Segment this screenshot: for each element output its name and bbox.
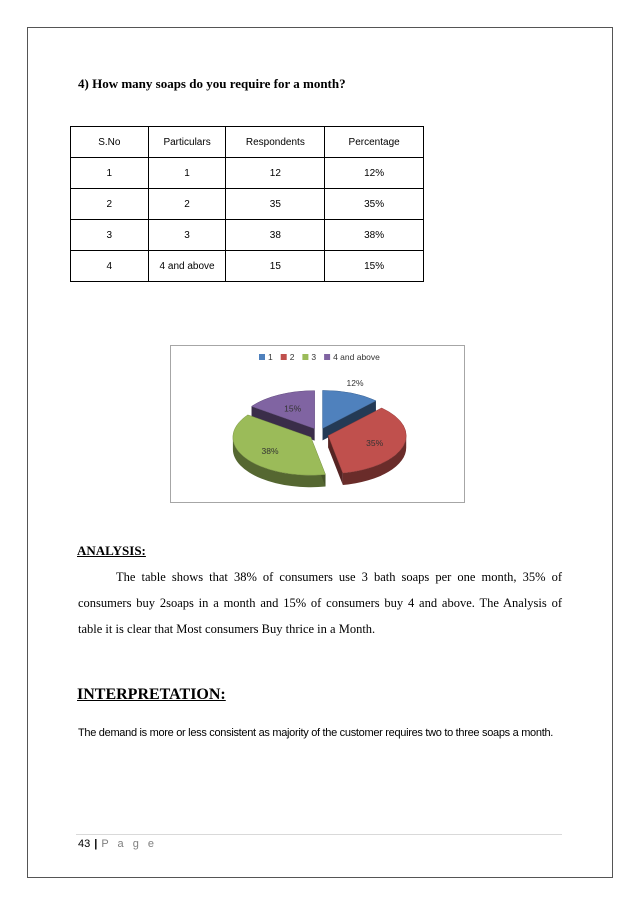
legend-swatch [324,354,330,360]
legend-label: 4 and above [333,352,380,362]
table-cell: 15 [226,251,325,282]
pie-data-label: 15% [284,403,302,414]
table-cell: 3 [71,220,149,251]
page-label: P a g e [101,838,157,850]
table-cell: 3 [148,220,226,251]
table-row [71,251,424,282]
header-particulars: Particulars [148,127,226,158]
legend-swatch [259,354,265,360]
table-cell: 12% [325,158,424,189]
header-respondents: Respondents [226,127,325,158]
analysis-heading: ANALYSIS: [77,543,146,558]
interpretation-heading: INTERPRETATION: [77,686,226,703]
table-cell: 2 [148,189,226,220]
table-cell: 4 and above [148,251,226,282]
pie-data-label: 35% [366,438,384,449]
header-sno: S.No [71,127,149,158]
table-cell: 2 [71,189,149,220]
table-cell: 15% [325,251,424,282]
legend-label: 1 [268,352,273,362]
legend-swatch [281,354,287,360]
page-footer [78,838,157,850]
pie-chart [170,345,465,503]
footer-divider [76,834,562,835]
question-heading: 4) How many soaps do you require for a month? [78,76,346,91]
data-table [70,126,424,282]
interpretation-text: The demand is more or less consistent as majority of the customer requires two to three soaps a month. [78,727,554,739]
table-header-row [71,127,424,158]
header-percentage: Percentage [325,127,424,158]
table-row [71,220,424,251]
table-row [71,189,424,220]
table-cell: 38% [325,220,424,251]
legend-label: 3 [311,352,317,362]
legend-label: 2 [289,352,295,362]
table-cell: 35% [325,189,424,220]
table-cell: 35 [226,189,325,220]
legend-swatch [302,354,308,360]
pie-data-label: 12% [346,378,364,388]
table-cell: 12 [226,158,325,189]
table-cell: 1 [71,158,149,189]
page-number: 43 [78,838,91,850]
table-cell: 38 [226,220,325,251]
pie-chart-svg [171,346,466,504]
pie-data-label: 38% [261,445,279,456]
table-row [71,158,424,189]
analysis-text: The table shows that 38% of consumers use 3 bath soaps per one month, 35% of consumers buy 2soaps in a month and 15% of consumers buy 4 and above. The Analysis of table it is clear that Most consumers Buy thrice in a Month. [78,570,562,636]
table-cell: 4 [71,251,149,282]
table-cell: 1 [148,158,226,189]
footer-separator: | [94,838,98,850]
